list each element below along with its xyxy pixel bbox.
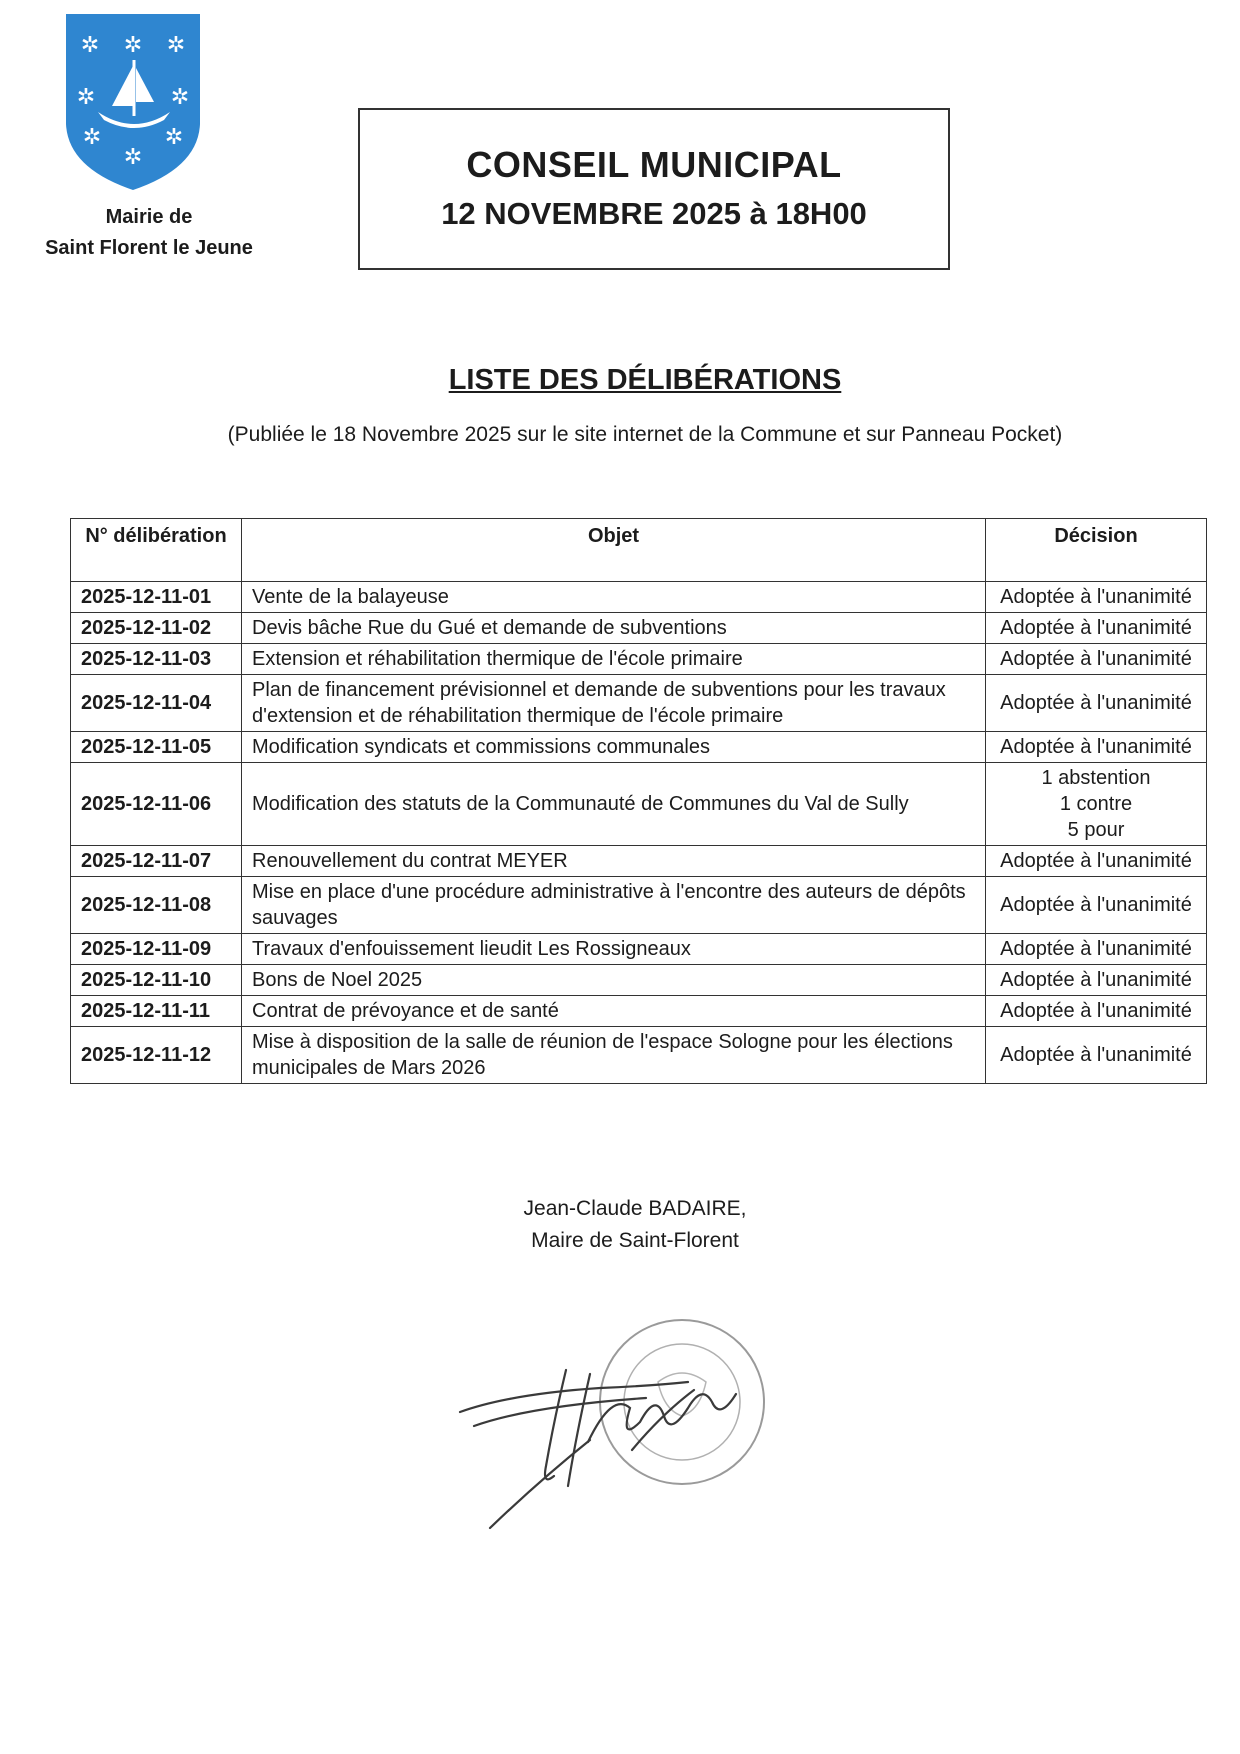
deliberation-object: Extension et réhabilitation thermique de l'école primaire bbox=[242, 644, 986, 675]
deliberation-decision bbox=[986, 1027, 1207, 1084]
handwritten-signature bbox=[460, 1370, 736, 1528]
svg-text:✲: ✲ bbox=[170, 85, 190, 110]
coat-of-arms-logo bbox=[62, 12, 204, 192]
deliberation-decision bbox=[986, 644, 1207, 675]
deliberation-number: 2025-12-11-11 bbox=[71, 996, 242, 1027]
decision-line: 1 abstention bbox=[1041, 767, 1151, 789]
table-header-row bbox=[71, 519, 1207, 582]
deliberation-number: 2025-12-11-07 bbox=[71, 846, 242, 877]
table-row bbox=[71, 934, 1207, 965]
signatory-block bbox=[460, 1193, 810, 1257]
table-row bbox=[71, 996, 1207, 1027]
decision-line: 5 pour bbox=[1067, 819, 1125, 841]
deliberation-number: 2025-12-11-08 bbox=[71, 877, 242, 934]
header-objet: Objet bbox=[242, 519, 986, 582]
svg-text:✲: ✲ bbox=[123, 145, 143, 170]
signature-and-stamp bbox=[450, 1290, 780, 1540]
decision-line: Adoptée à l'unanimité bbox=[1000, 692, 1192, 714]
decision-line: Adoptée à l'unanimité bbox=[1000, 1044, 1192, 1066]
signatory-role: Maire de Saint-Florent bbox=[531, 1229, 739, 1252]
deliberation-object: Mise en place d'une procédure administrative à l'encontre des auteurs de dépôts sauvages bbox=[242, 877, 986, 934]
table-row bbox=[71, 613, 1207, 644]
mairie-line2: Saint Florent le Jeune bbox=[45, 237, 253, 259]
deliberation-number: 2025-12-11-04 bbox=[71, 675, 242, 732]
deliberation-object: Vente de la balayeuse bbox=[242, 582, 986, 613]
svg-text:✲: ✲ bbox=[82, 125, 102, 150]
svg-text:✲: ✲ bbox=[76, 85, 96, 110]
meeting-date: 12 NOVEMBRE 2025 à 18H00 bbox=[441, 196, 867, 231]
decision-line: Adoptée à l'unanimité bbox=[1000, 586, 1192, 608]
deliberations-table bbox=[70, 518, 1207, 1084]
decision-line: Adoptée à l'unanimité bbox=[1000, 938, 1192, 960]
decision-line: Adoptée à l'unanimité bbox=[1000, 850, 1192, 872]
deliberation-decision bbox=[986, 965, 1207, 996]
decision-line: Adoptée à l'unanimité bbox=[1000, 894, 1192, 916]
deliberation-decision bbox=[986, 675, 1207, 732]
header-num: N° délibération bbox=[71, 519, 242, 582]
table-row bbox=[71, 965, 1207, 996]
deliberation-object: Modification syndicats et commissions communales bbox=[242, 732, 986, 763]
deliberation-decision bbox=[986, 877, 1207, 934]
svg-text:✲: ✲ bbox=[123, 33, 143, 58]
deliberation-decision bbox=[986, 732, 1207, 763]
decision-line: Adoptée à l'unanimité bbox=[1000, 617, 1192, 639]
publication-note: (Publiée le 18 Novembre 2025 sur le site internet de la Commune et sur Panneau Pocket) bbox=[227, 423, 1063, 446]
deliberation-object: Mise à disposition de la salle de réunion de l'espace Sologne pour les élections municipales de Mars 2026 bbox=[242, 1027, 986, 1084]
header-decision: Décision bbox=[986, 519, 1207, 582]
deliberation-object: Bons de Noel 2025 bbox=[242, 965, 986, 996]
deliberation-object: Contrat de prévoyance et de santé bbox=[242, 996, 986, 1027]
table-row bbox=[71, 582, 1207, 613]
list-title: LISTE DES DÉLIBÉRATIONS bbox=[448, 364, 842, 396]
deliberation-object: Devis bâche Rue du Gué et demande de subventions bbox=[242, 613, 986, 644]
deliberation-number: 2025-12-11-10 bbox=[71, 965, 242, 996]
deliberation-number: 2025-12-11-06 bbox=[71, 763, 242, 846]
table-row bbox=[71, 732, 1207, 763]
table-row bbox=[71, 644, 1207, 675]
decision-line: 1 contre bbox=[1059, 793, 1133, 815]
official-stamp bbox=[600, 1320, 764, 1484]
council-title-box bbox=[358, 108, 950, 270]
svg-text:✲: ✲ bbox=[164, 125, 184, 150]
mairie-line1: Mairie de bbox=[105, 206, 193, 228]
deliberation-object: Plan de financement prévisionnel et demande de subventions pour les travaux d'extension et de réhabilitation thermique de l'école primaire bbox=[242, 675, 986, 732]
deliberation-decision bbox=[986, 582, 1207, 613]
deliberation-number: 2025-12-11-01 bbox=[71, 582, 242, 613]
mairie-label bbox=[44, 202, 254, 264]
page-title: CONSEIL MUNICIPAL bbox=[466, 144, 842, 185]
deliberation-object: Modification des statuts de la Communauté de Communes du Val de Sully bbox=[242, 763, 986, 846]
deliberation-number: 2025-12-11-03 bbox=[71, 644, 242, 675]
table-row bbox=[71, 877, 1207, 934]
table-row bbox=[71, 846, 1207, 877]
deliberation-object: Renouvellement du contrat MEYER bbox=[242, 846, 986, 877]
table-row bbox=[71, 763, 1207, 846]
deliberation-decision bbox=[986, 996, 1207, 1027]
table-row bbox=[71, 1027, 1207, 1084]
deliberation-decision bbox=[986, 934, 1207, 965]
table-body bbox=[71, 582, 1207, 1084]
deliberation-decision bbox=[986, 846, 1207, 877]
deliberation-number: 2025-12-11-12 bbox=[71, 1027, 242, 1084]
signatory-name: Jean-Claude BADAIRE, bbox=[523, 1197, 747, 1220]
svg-text:✲: ✲ bbox=[80, 33, 100, 58]
deliberation-number: 2025-12-11-02 bbox=[71, 613, 242, 644]
decision-line: Adoptée à l'unanimité bbox=[1000, 1000, 1192, 1022]
deliberation-number: 2025-12-11-09 bbox=[71, 934, 242, 965]
deliberation-number: 2025-12-11-05 bbox=[71, 732, 242, 763]
deliberation-decision bbox=[986, 763, 1207, 846]
decision-line: Adoptée à l'unanimité bbox=[1000, 648, 1192, 670]
decision-line: Adoptée à l'unanimité bbox=[1000, 736, 1192, 758]
deliberation-decision bbox=[986, 613, 1207, 644]
decision-line: Adoptée à l'unanimité bbox=[1000, 969, 1192, 991]
table-row bbox=[71, 675, 1207, 732]
svg-text:✲: ✲ bbox=[166, 33, 186, 58]
deliberation-object: Travaux d'enfouissement lieudit Les Rossigneaux bbox=[242, 934, 986, 965]
